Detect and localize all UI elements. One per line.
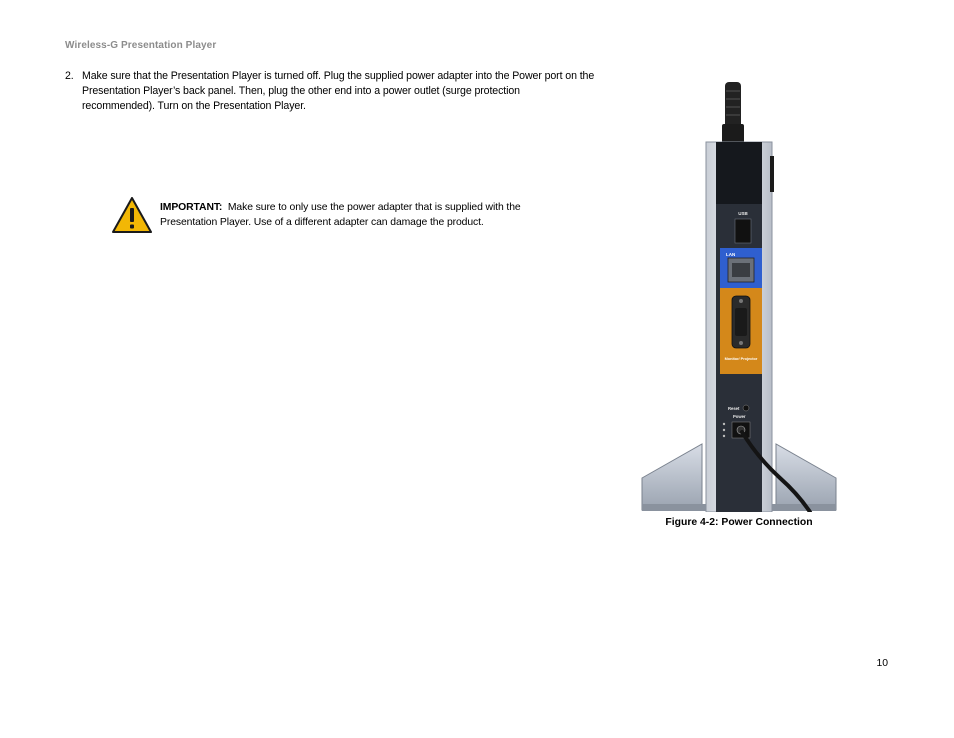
device-power-connection-figure <box>640 80 838 512</box>
lan-port <box>720 248 762 288</box>
important-text: Make sure to only use the power adapter that is supplied with the Presentation Player. Use of a different adapter can damage the product. <box>160 202 521 228</box>
figure-caption: Figure 4-2: Power Connection <box>665 517 813 528</box>
step-number: 2. <box>65 70 74 82</box>
important-note <box>160 200 540 230</box>
running-header: Wireless-G Presentation Player <box>65 40 217 51</box>
important-label: IMPORTANT: <box>160 202 223 213</box>
page-number: 10 <box>876 658 888 669</box>
lan-label: LAN <box>726 252 736 257</box>
step-text: Make sure that the Presentation Player is turned off. Plug the supplied power adapter into the Power port on the Presentation Player’s back panel. Then, plug the other end into a power outlet (surge protection recommended). Turn on the Presentation Player. <box>82 70 595 112</box>
usb-label: USB <box>738 211 748 216</box>
warning-icon <box>112 197 152 233</box>
projector-label: Monitor/ Projector <box>724 357 758 361</box>
power-label: Power <box>733 414 746 419</box>
reset-label: Reset <box>728 406 740 411</box>
instruction-step <box>65 69 595 114</box>
antenna <box>722 82 744 148</box>
projector-port <box>720 288 762 374</box>
